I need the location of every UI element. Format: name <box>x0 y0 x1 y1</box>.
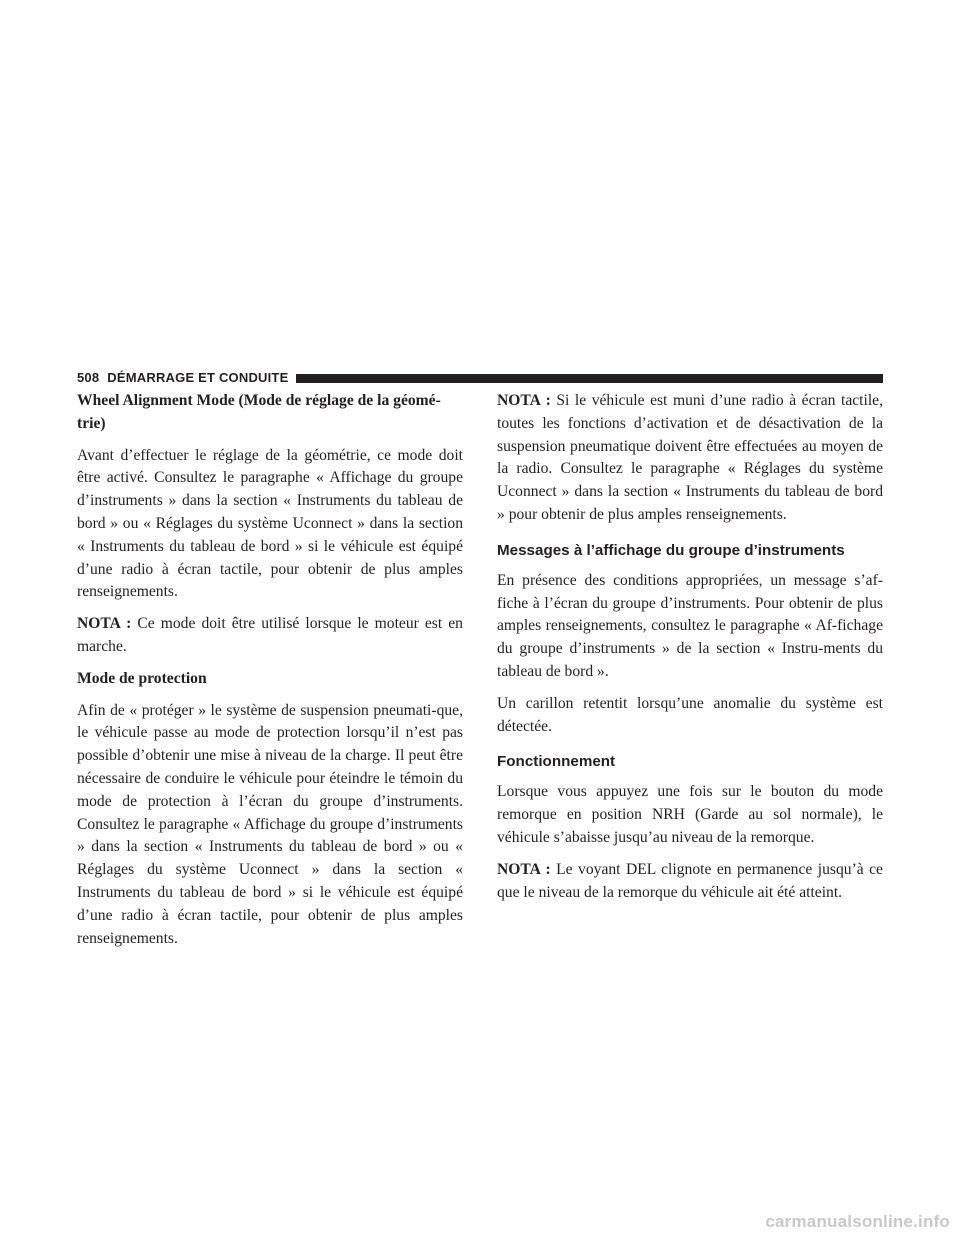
nota-text: Si le véhicule est muni d’une radio à écran tactile, toutes les fonctions d’activation et de désactivation de la suspension pneumatique doivent être effectuées au moyen de la radio. Consultez le paragraphe « Réglages du système Uconnect » dans la section « Instruments du tableau de bord » pour obtenir de plus amples renseignements. <box>497 392 883 523</box>
protection-mode-paragraph: Afin de « protéger » le système de suspension pneumati-que, le véhicule passe au mode de protection lorsqu’il n’est pas possible d’obtenir une mise à niveau de la charge. Il peut être nécessaire de conduire le véhicule pour éteindre le témoin du mode de protection à l’écran du groupe d’instruments. Consultez le paragraphe « Affichage du groupe d’instruments » dans la section « Instruments du tableau de bord » ou « Réglages du système Uconnect » dans la section « Instruments du tableau de bord » si le véhicule est équipé d’une radio à écran tactile, pour obtenir de plus amples renseignements. <box>77 701 463 947</box>
nota-label: NOTA : <box>77 615 132 633</box>
chime-paragraph: Un carillon retentit lorsqu’une anomalie du système est détectée. <box>497 694 883 735</box>
nota-text: Le voyant DEL clignote en permanence jusqu’à ce que le niveau de la remorque du véhicule ait été atteint. <box>497 860 883 901</box>
nota-note-touchscreen <box>497 390 883 527</box>
nota-label: NOTA : <box>497 860 551 878</box>
page-number: 508 <box>77 369 100 385</box>
page-header <box>77 369 883 385</box>
header-rule <box>296 374 883 383</box>
wheel-alignment-heading: Wheel Alignment Mode (Mode de réglage de la géomé-trie) <box>77 392 441 432</box>
operation-heading: Fonctionnement <box>497 753 616 771</box>
cluster-messages-heading: Messages à l’affichage du groupe d’instruments <box>497 541 845 559</box>
protection-mode-heading: Mode de protection <box>77 669 207 687</box>
cluster-messages-paragraph: En présence des conditions appropriées, un message s’af-fiche à l’écran du groupe d’instruments. Pour obtenir de plus amples renseignements, consultez le paragraphe « Af-fichage du groupe d’instruments » de la section « Instru-ments du tableau de bord ». <box>497 571 883 680</box>
nota-label: NOTA : <box>497 392 551 409</box>
wheel-alignment-paragraph: Avant d’effectuer le réglage de la géométrie, ce mode doit être activé. Consultez le paragraphe « Affichage du groupe d’instruments » dans la section « Instruments du tableau de bord » ou « Réglages du système Uconnect » dans la section « Instruments du tableau de bord » si le véhicule est équipé d’une radio à écran tactile, pour obtenir de plus amples renseignements. <box>77 446 463 601</box>
nota-note-led <box>497 859 883 905</box>
left-column <box>77 390 463 959</box>
watermark: carmanualsonline.info <box>765 1212 950 1231</box>
nota-note <box>77 613 463 659</box>
right-column <box>497 390 883 913</box>
section-title: DÉMARRAGE ET CONDUITE <box>107 369 289 385</box>
operation-paragraph: Lorsque vous appuyez une fois sur le bouton du mode remorque en position NRH (Garde au sol normale), le véhicule s’abaisse jusqu’au niveau de la remorque. <box>497 783 883 846</box>
nota-text: Ce mode doit être utilisé lorsque le moteur est en marche. <box>77 615 463 655</box>
